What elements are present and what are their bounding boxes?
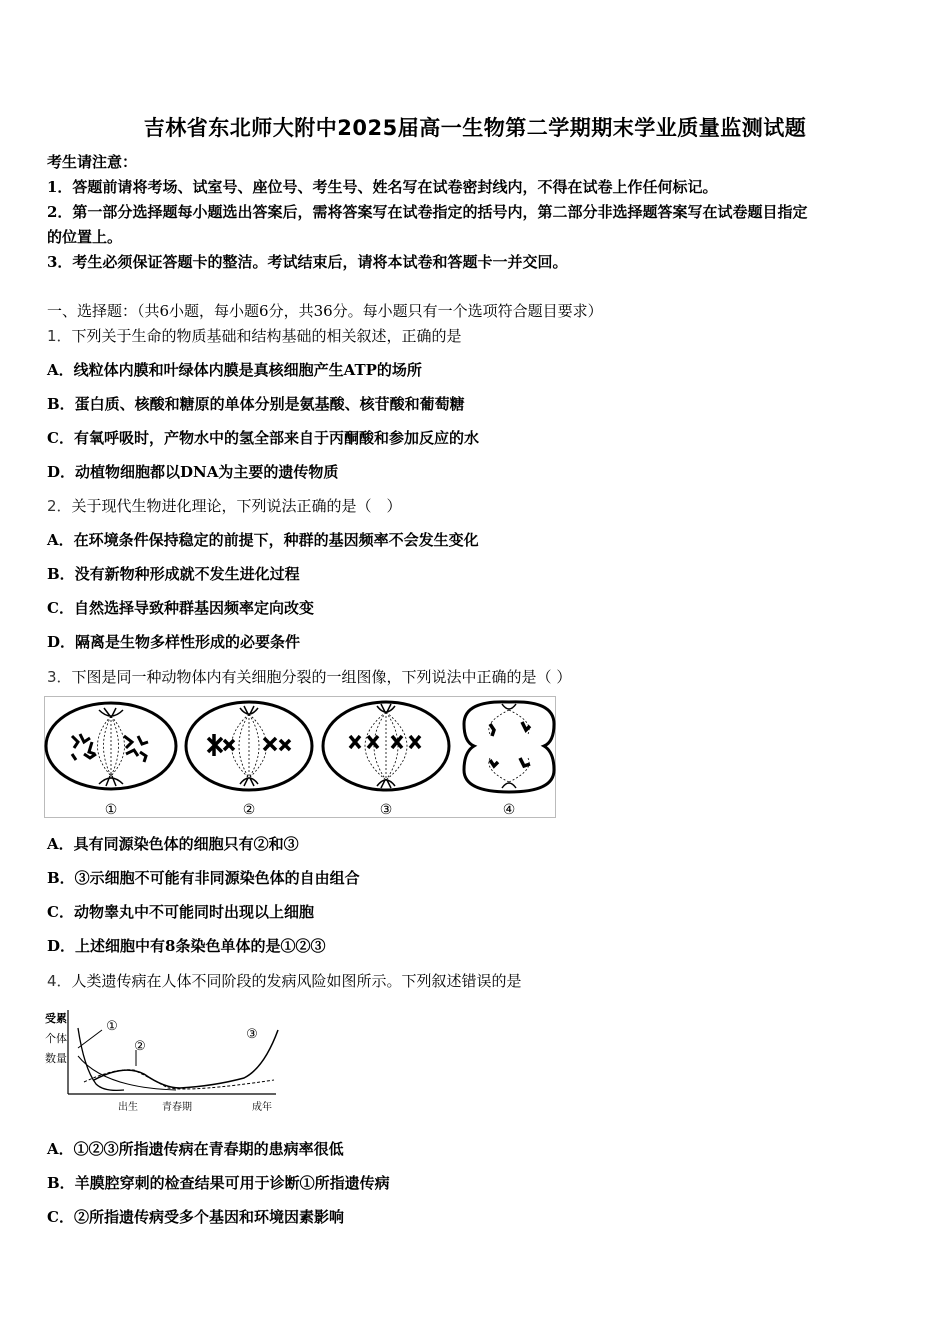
q4-option-b: B．羊膜腔穿刺的检查结果可用于诊断①所指遗传病: [47, 1174, 390, 1192]
q3-option-a: A．具有同源染色体的细胞只有②和③: [47, 835, 299, 853]
x-axis-label-birth: 出生: [118, 1102, 138, 1113]
figure-label-3: ③: [379, 802, 393, 818]
q1-option-d: D．动植物细胞都以DNA为主要的遗传物质: [47, 463, 339, 481]
notice-item-1: 1．答题前请将考场、试室号、座位号、考生号、姓名写在试卷密封线内，不得在试卷上作任何标记。: [47, 178, 718, 196]
figure-label-1: ①: [104, 802, 118, 818]
cell-division-figure: [44, 696, 556, 820]
question-text: 下列关于生命的物质基础和结构基础的相关叙述，正确的是: [71, 327, 462, 345]
notice-item-3: 3．考生必须保证答题卡的整洁。考试结束后，请将本试卷和答题卡一并交回。: [47, 253, 568, 271]
q4-option-a: A．①②③所指遗传病在青春期的患病率很低: [47, 1140, 344, 1158]
curve-label-1: ①: [106, 1019, 118, 1034]
notice-item-2-cont: 的位置上。: [47, 228, 123, 246]
q3-option-d: D．上述细胞中有8条染色单体的是①②③: [47, 937, 326, 955]
page-title: 吉林省东北师大附中2025届高一生物第二学期期末学业质量监测试题: [143, 116, 807, 140]
q1-option-b: B．蛋白质、核酸和糖原的单体分别是氨基酸、核苷酸和葡萄糖: [47, 395, 465, 413]
question-3-stem: [47, 667, 571, 687]
q3-option-c: C．动物睾丸中不可能同时出现以上细胞: [47, 903, 314, 921]
question-1-stem: [47, 326, 462, 346]
figure-label-2: ②: [242, 802, 256, 818]
question-text: 关于现代生物进化理论，下列说法正确的是（ ）: [71, 497, 402, 515]
genetic-disease-risk-figure: [44, 1008, 284, 1120]
x-axis-label-adult: 成年: [252, 1102, 272, 1113]
question-number: 4．: [47, 972, 72, 990]
question-text: 下图是同一种动物体内有关细胞分裂的一组图像，下列说法中正确的是（ ）: [71, 668, 572, 686]
q2-option-c: C．自然选择导致种群基因频率定向改变: [47, 599, 314, 617]
q4-option-c: C．②所指遗传病受多个基因和环境因素影响: [47, 1208, 344, 1226]
x-axis-label-puberty: 青春期: [162, 1102, 192, 1113]
q2-option-d: D．隔离是生物多样性形成的必要条件: [47, 633, 301, 651]
figure-label-4: ④: [502, 802, 516, 818]
y-axis-label-3: 数量: [45, 1052, 67, 1065]
q2-option-b: B．没有新物种形成就不发生进化过程: [47, 565, 300, 583]
curve-label-2: ②: [134, 1039, 146, 1054]
section-heading: 一、选择题：（共6小题，每小题6分，共36分。每小题只有一个选项符合题目要求）: [47, 302, 603, 320]
y-axis-label-1: 受累: [45, 1012, 67, 1025]
q1-option-a: A．线粒体内膜和叶绿体内膜是真核细胞产生ATP的场所: [47, 361, 422, 379]
q2-option-a: A．在环境条件保持稳定的前提下，种群的基因频率不会发生变化: [47, 531, 479, 549]
curve-label-3: ③: [246, 1027, 258, 1042]
q3-option-b: B．③示细胞不可能有非同源染色体的自由组合: [47, 869, 360, 887]
label-1-pointer: [78, 1030, 102, 1048]
y-axis-label-2: 个体: [45, 1032, 67, 1045]
question-number: 1．: [47, 327, 72, 345]
question-4-stem: [47, 971, 522, 991]
question-number: 3．: [47, 668, 72, 686]
notice-heading: 考生请注意：: [47, 153, 138, 171]
notice-item-2: 2．第一部分选择题每小题选出答案后，需将答案写在试卷指定的括号内，第二部分非选择题答案写在试卷题目指定: [47, 203, 808, 221]
question-2-stem: [47, 496, 402, 516]
curve-1-tail: [78, 1056, 176, 1090]
question-text: 人类遗传病在人体不同阶段的发病风险如图所示。下列叙述错误的是: [71, 972, 522, 990]
q1-option-c: C．有氧呼吸时，产物水中的氢全部来自于丙酮酸和参加反应的水: [47, 429, 479, 447]
question-number: 2．: [47, 497, 72, 515]
